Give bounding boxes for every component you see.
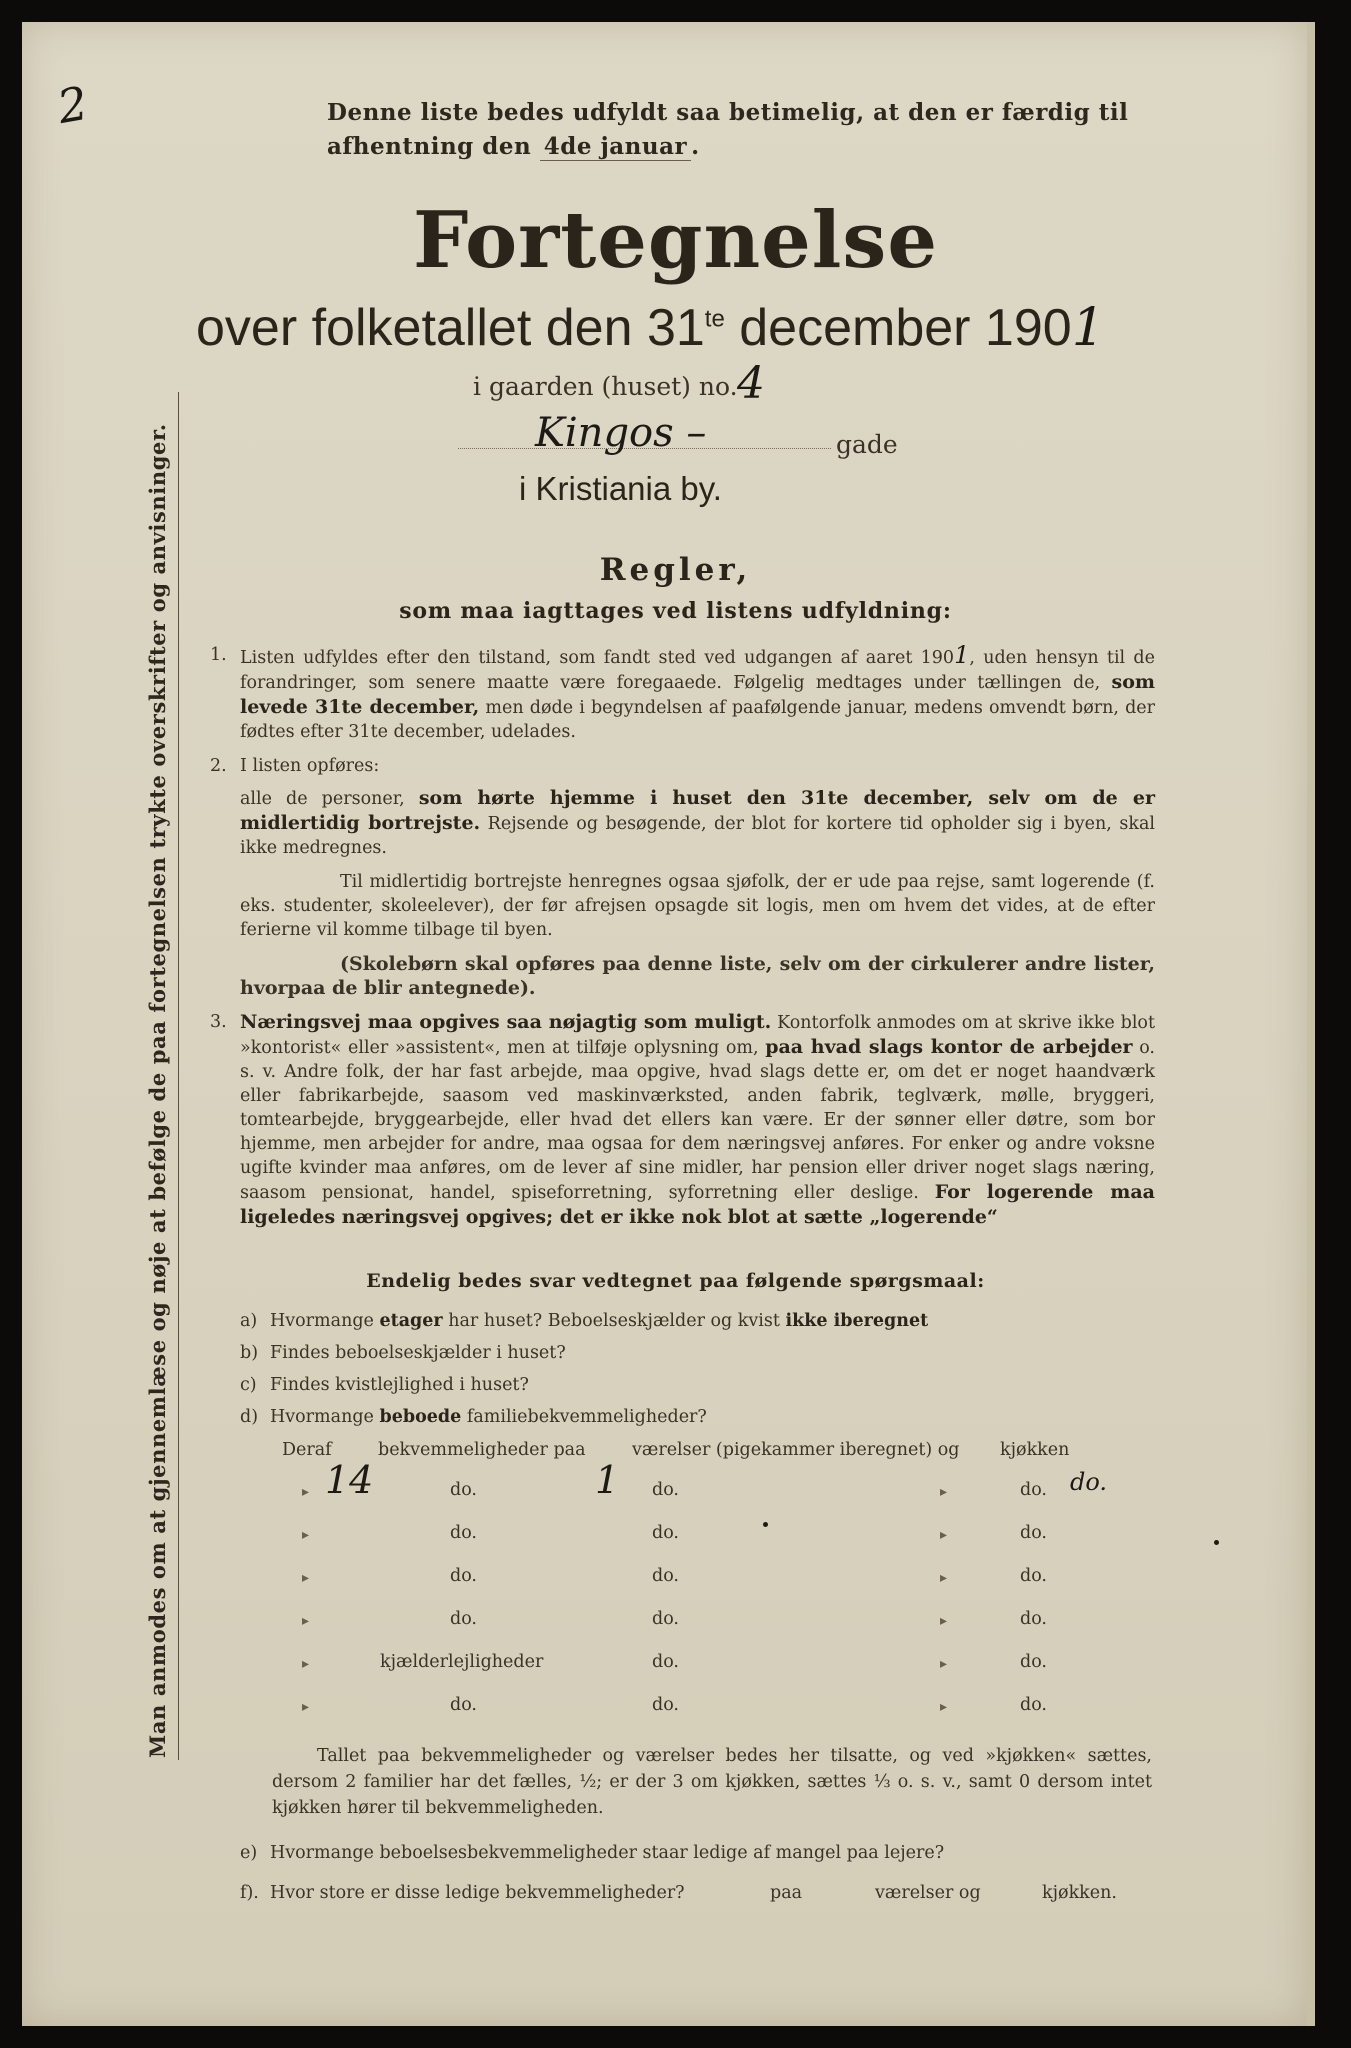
table-row: ▸ do. do. ▸ do. bbox=[302, 1609, 1047, 1629]
table-row: ▸ do. do. ▸ do. bbox=[302, 1523, 1047, 1543]
question-e: e) Hvormange beboelsesbekvemmeligheder staar ledige af mangel paa lejere? bbox=[240, 1843, 945, 1863]
table-row: ▸ 14 do. 1 do. ▸ do. do. bbox=[302, 1458, 1108, 1502]
pickup-notice bbox=[327, 96, 1147, 164]
side-instruction: Man anmodes om at gjennemlæse og nøje at befølge de paa fortegnelsen trykte overskrifter og anvisninger. bbox=[145, 423, 170, 1758]
rule-1: 1. Listen udfyldes efter den tilstand, som fandt sted ved udgangen af aaret 1901, uden hensyn til de forandringer, som senere maatte være foregaaede. Følgelig medtages under tællingen de, som levede 31te december, men døde i begyndelsen af paafølgende januar, medens omvendt børn, der fødtes efter 31te december, udelades. bbox=[210, 641, 1155, 742]
document-title: Fortegnelse bbox=[413, 195, 938, 286]
rules-list bbox=[210, 643, 1155, 1240]
ink-speck bbox=[763, 1522, 768, 1527]
question-c: c) Findes kvistlejlighed i huset? bbox=[240, 1375, 529, 1395]
questions-e-f bbox=[240, 1833, 1160, 1913]
row-rooms-field[interactable]: 1 bbox=[595, 1458, 620, 1502]
questions-heading: Endelig bedes svar vedtegnet paa følgende spørgsmaal: bbox=[366, 1270, 985, 1292]
question-a: a) Hvormange etager har huset? Beboelseskjælder og kvist ikke iberegnet bbox=[240, 1311, 929, 1331]
question-f: f). Hvor store er disse ledige bekvemmeligheder? paa værelser og kjøkken. bbox=[240, 1883, 1117, 1903]
rule-2: 2. I listen opføres: alle de personer, som hørte hjemme i huset den 31te december, selv om de er midlertidig bortrejste. Rejsende og besøgende, der blot for kortere tid opholder sig i byen, skal ikke medregnes. Til midlertidig bortrejste henregnes ogsaa sjøfolk, der er ude paa rejse, samt logerende (f. eks. studenter, skoleelever), der før afrejsen opsagde sit logis, men om hvem det vides, at de efter ferierne vil komme tilbage til byen. (Skolebørn skal opføres paa denne liste, selv om der cirkulerer andre lister, hvorpaa de blir antegnede). bbox=[210, 756, 1155, 999]
question-b: b) Findes beboelseskjælder i huset? bbox=[240, 1343, 566, 1363]
table-row: ▸ kjælderlejligheder do. ▸ do. bbox=[302, 1652, 1047, 1672]
document-subtitle: over folketallet den $31^{te}$ december 1901 bbox=[196, 298, 1105, 358]
notice-line-1: Denne liste bedes udfyldt saa betimelig, at den er færdig til bbox=[327, 99, 1129, 126]
census-year-digit: 1 bbox=[1071, 298, 1105, 358]
table-header: Deraf bekvemmeligheder paa værelser (pigekammer iberegnet) og kjøkken bbox=[282, 1440, 1070, 1460]
side-rule bbox=[178, 392, 179, 1760]
question-d: d) Hvormange beboede familiebekvemmeligheder? bbox=[240, 1407, 707, 1427]
rules-subheading: som maa iagttages ved listens udfyldning: bbox=[399, 598, 952, 624]
table-footnote: Tallet paa bekvemmeligheder og værelser bedes her tilsatte, og ved »kjøkken« sættes, dersom 2 familier har det fælles, ½; er der 3 om kjøkken, sættes ⅓ o. s. v., samt 0 dersom intet kjøkken hører til bekvemmeligheden. bbox=[272, 1746, 1152, 1818]
city-label: i Kristiania by. bbox=[519, 470, 722, 507]
row-count-field[interactable]: 14 bbox=[325, 1458, 374, 1502]
house-number-field[interactable]: 4 bbox=[737, 358, 765, 409]
ink-speck bbox=[1214, 1540, 1219, 1545]
table-row: ▸ do. do. ▸ do. bbox=[302, 1566, 1047, 1586]
row-kitchen-field[interactable]: do. bbox=[1070, 1468, 1108, 1496]
table-row: ▸ do. do. ▸ do. bbox=[302, 1695, 1047, 1715]
page-number: 2 bbox=[53, 75, 92, 135]
gade-label: gade bbox=[836, 430, 898, 459]
dwelling-table bbox=[280, 1440, 1150, 1728]
questions-list bbox=[240, 1305, 1160, 1433]
street-name-field[interactable]: Kingos – bbox=[535, 410, 707, 456]
notice-line-2: afhentning den 4de januar . bbox=[327, 133, 700, 160]
house-label: i gaarden (huset) no. bbox=[473, 372, 738, 401]
rules-heading: Regler, bbox=[599, 552, 752, 588]
rule-3: 3. Næringsvej maa opgives saa nøjagtig som muligt. Kontorfolk anmodes om at skrive ikke blot »kontorist« eller »assistent«, men at tilføje oplysning om, paa hvad slags kontor de arbejder o. s. v. Andre folk, der har fast arbejde, maa opgive, hvad slags dette er, om det er noget haandværk eller fabrikarbejde, saasom ved maskinværksted, anden fabrik, teglværk, mølle, bryggeri, tomtearbejde, bryggearbejde, eller hvad det ellers kan være. Er der sønner eller døtre, som bor hjemme, men arbejder for andre, maa ogsaa for dem næringsvej anføres. For enker og andre voksne ugifte kvinder maa anføres, om de lever af sine midler, har pension eller driver noget slags næring, saasom pensionat, handel, spiseforretning, syforretning eller deslige. For logerende maa ligeledes næringsvej opgives; det er ikke nok blot at sætte „logerende“ bbox=[210, 1011, 1155, 1228]
pickup-date: 4de januar bbox=[540, 133, 691, 161]
